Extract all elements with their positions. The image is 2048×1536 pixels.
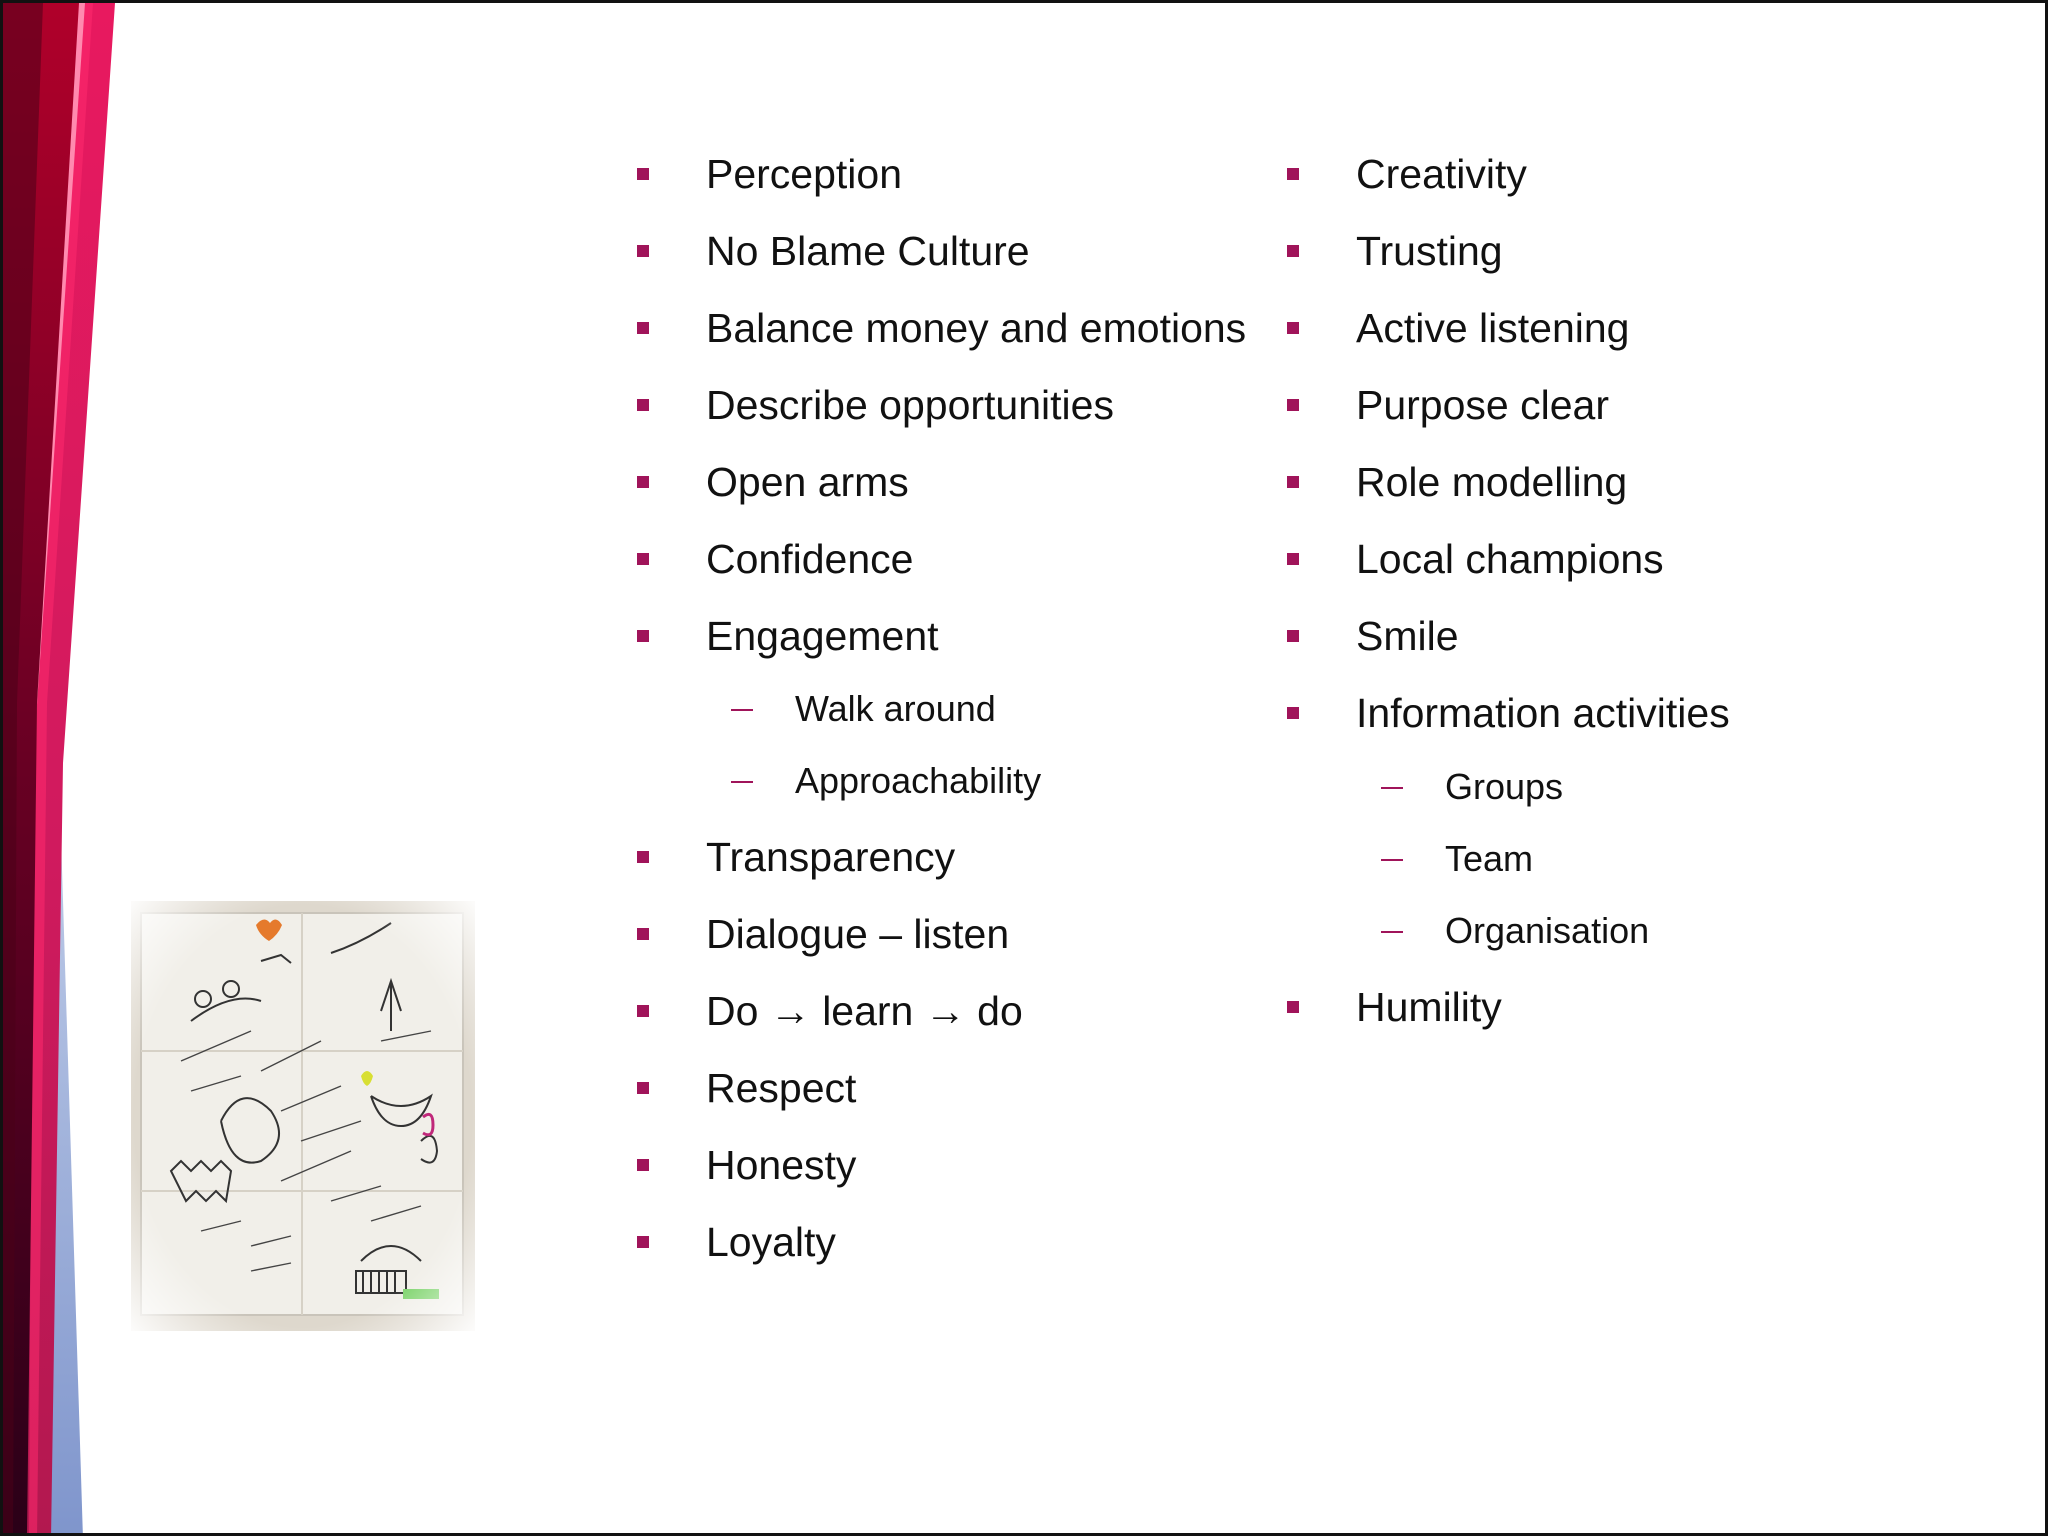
list-item-humility [1356, 983, 1502, 1031]
list-item-respect [706, 1064, 856, 1112]
list-item-loyalty [706, 1218, 836, 1266]
list-item-text: Transparency [706, 834, 956, 880]
list-item-text: Do → learn → do [706, 988, 1023, 1034]
square-bullet-icon [637, 928, 649, 940]
list-item-trusting [1356, 227, 1503, 275]
list-item-confidence [706, 535, 913, 583]
square-bullet-icon [1287, 630, 1299, 642]
list-item-text: Purpose clear [1356, 382, 1609, 428]
list-item-smile [1356, 612, 1459, 660]
list-item-walk-around [795, 687, 996, 731]
list-item-text: Walk around [795, 688, 996, 729]
list-item-text: Balance money and emotions [706, 305, 1247, 351]
list-item-creativity [1356, 150, 1527, 198]
list-item-text: Loyalty [706, 1219, 836, 1265]
square-bullet-icon [1287, 707, 1299, 719]
list-item-groups [1445, 765, 1563, 809]
dash-bullet-icon [1381, 931, 1403, 933]
list-item-open-arms [706, 458, 909, 506]
square-bullet-icon [637, 476, 649, 488]
list-item-text: Trusting [1356, 228, 1503, 274]
list-item-text: Perception [706, 151, 903, 197]
list-item-text: Honesty [706, 1142, 857, 1188]
square-bullet-icon [637, 851, 649, 863]
square-bullet-icon [1287, 1001, 1299, 1013]
square-bullet-icon [637, 1159, 649, 1171]
square-bullet-icon [637, 553, 649, 565]
list-item-text: Respect [706, 1065, 857, 1111]
dash-bullet-icon [731, 781, 753, 783]
list-item-text: Active listening [1356, 305, 1630, 351]
list-item-approachability [795, 759, 1041, 803]
list-item-text: No Blame Culture [706, 228, 1030, 274]
list-item-text: Open arms [706, 459, 909, 505]
dash-bullet-icon [731, 709, 753, 711]
square-bullet-icon [637, 399, 649, 411]
square-bullet-icon [1287, 168, 1299, 180]
list-item-text: Engagement [706, 613, 939, 659]
list-item-text: Humility [1356, 984, 1502, 1030]
square-bullet-icon [637, 630, 649, 642]
square-bullet-icon [1287, 245, 1299, 257]
square-bullet-icon [1287, 322, 1299, 334]
list-item-text: Dialogue – listen [706, 911, 1010, 957]
poster-photo [131, 901, 475, 1331]
list-item-text: Creativity [1356, 151, 1527, 197]
square-bullet-icon [637, 1082, 649, 1094]
decorative-side-band [3, 3, 133, 1536]
list-item-text: Role modelling [1356, 459, 1628, 505]
list-item-text: Confidence [706, 536, 914, 582]
list-item-team [1445, 837, 1533, 881]
list-item-information-activities [1356, 689, 1730, 737]
square-bullet-icon [637, 1236, 649, 1248]
list-item-perception [706, 150, 902, 198]
list-item-text: Information activities [1356, 690, 1730, 736]
list-item-role-modelling [1356, 458, 1627, 506]
list-item-no-blame-culture [706, 227, 1030, 275]
square-bullet-icon [1287, 476, 1299, 488]
list-item-text: Organisation [1445, 910, 1650, 951]
square-bullet-icon [637, 168, 649, 180]
list-item-text: Smile [1356, 613, 1459, 659]
list-item-active-listening [1356, 304, 1629, 352]
flipchart-illustration [131, 901, 475, 1331]
list-item-engagement [706, 612, 939, 660]
list-item-purpose-clear [1356, 381, 1609, 429]
list-item-text: Local champions [1356, 536, 1664, 582]
list-item-describe-opportunities [706, 381, 1114, 429]
list-item-text: Groups [1445, 766, 1564, 807]
dash-bullet-icon [1381, 787, 1403, 789]
list-item-text: Describe opportunities [706, 382, 1114, 428]
list-item-dialogue-listen [706, 910, 1009, 958]
square-bullet-icon [637, 1005, 649, 1017]
square-bullet-icon [637, 322, 649, 334]
list-item-text: Approachability [795, 760, 1042, 801]
square-bullet-icon [637, 245, 649, 257]
list-item-transparency [706, 833, 955, 881]
square-bullet-icon [1287, 553, 1299, 565]
list-item-honesty [706, 1141, 856, 1189]
list-item-do-learn-do [706, 987, 1023, 1035]
square-bullet-icon [1287, 399, 1299, 411]
list-item-organisation [1445, 909, 1649, 953]
list-item-balance-money-and-emotions [706, 304, 1246, 352]
dash-bullet-icon [1381, 859, 1403, 861]
list-item-text: Team [1445, 838, 1534, 879]
list-item-local-champions [1356, 535, 1664, 583]
